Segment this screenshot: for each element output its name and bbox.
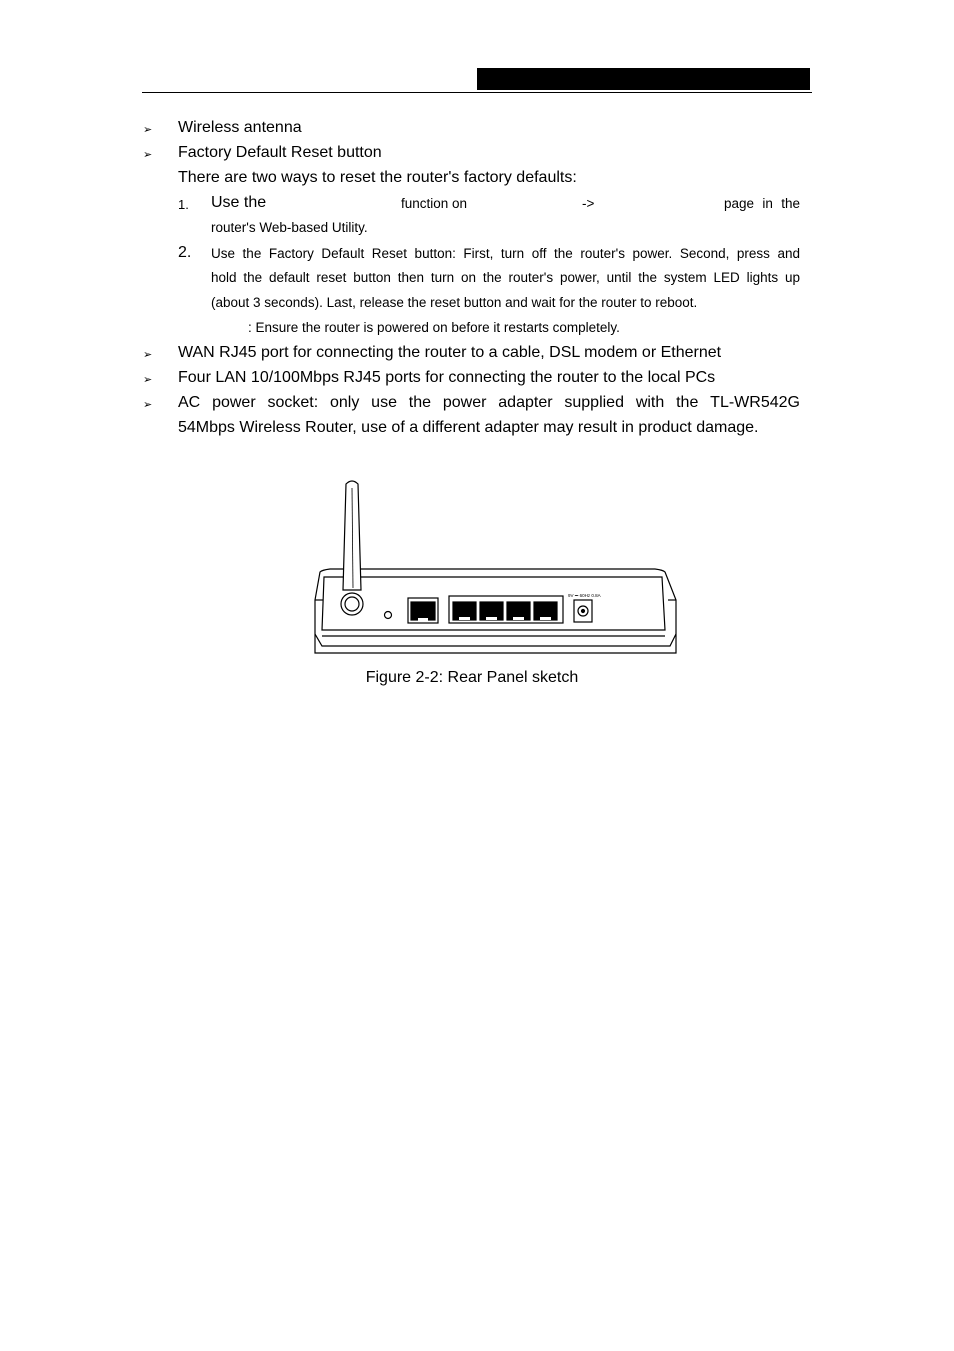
ac-word: socket:: [267, 394, 319, 411]
header-rule: [142, 92, 812, 93]
rear-panel-sketch: [310, 476, 682, 658]
figure-caption: Figure 2-2: Rear Panel sketch: [365, 669, 579, 686]
antenna-base: [341, 593, 363, 615]
ac-word: the: [408, 394, 432, 411]
item2-line3: (about 3 seconds). Last, release the reset button and wait for the router to reboot.: [211, 295, 698, 310]
bullet-arrow-icon: ➢: [143, 349, 153, 361]
item1-function: function on: [401, 196, 468, 211]
lan-port-3: [507, 602, 530, 620]
list-number-1: 1.: [178, 197, 189, 212]
item2-line2: hold the default reset button then turn on the router's power, until the system LED lights up: [211, 270, 800, 285]
ac-word: AC: [178, 394, 201, 411]
ac-word: supplied: [564, 394, 624, 411]
item1-arrow: ->: [582, 196, 595, 211]
reset-button-hole: [385, 612, 392, 619]
ac-word: the: [676, 394, 699, 411]
bullet-text: WAN RJ45 port for connecting the router to a cable, DSL modem or Ethernet: [178, 344, 722, 361]
lan-port-4: [534, 602, 557, 620]
item2-line1: Use the Factory Default Reset button: First, turn off the router's power. Second, press and: [211, 246, 800, 261]
bullet-arrow-icon: ➢: [143, 149, 153, 161]
ac-word: only: [329, 394, 360, 411]
ac-word: use: [371, 394, 397, 411]
reset-intro: There are two ways to reset the router's factory defaults:: [178, 169, 577, 186]
power-rating-label: 9V ⎓ 60Hz 0.8A: [568, 593, 601, 598]
ac-word: with: [635, 394, 665, 411]
reset-note: : Ensure the router is powered on before it restarts completely.: [248, 320, 620, 335]
ac-word: TL-WR542G: [710, 394, 800, 411]
ac-line1: [178, 394, 800, 412]
bullet-arrow-icon: ➢: [143, 374, 153, 386]
lan-port-2: [480, 602, 503, 620]
bullet-arrow-icon: ➢: [143, 124, 153, 136]
item1-line2: router's Web-based Utility.: [211, 220, 368, 235]
ac-word: power: [212, 394, 256, 411]
bullet-text: Factory Default Reset button: [178, 144, 382, 161]
lan-port-1: [453, 602, 476, 620]
ac-line2: 54Mbps Wireless Router, use of a different adapter may result in product damage.: [178, 419, 759, 436]
ac-word: power: [442, 394, 487, 411]
item1-page: page in the: [724, 196, 800, 211]
item1-use: Use the: [211, 194, 267, 211]
bullet-text: Four LAN 10/100Mbps RJ45 ports for connecting the router to the local PCs: [178, 369, 716, 386]
header-bar: [477, 68, 810, 90]
bullet-text: Wireless antenna: [178, 119, 302, 136]
list-number-2: 2.: [178, 244, 192, 261]
ac-word: adapter: [498, 394, 553, 411]
bullet-arrow-icon: ➢: [143, 399, 153, 411]
